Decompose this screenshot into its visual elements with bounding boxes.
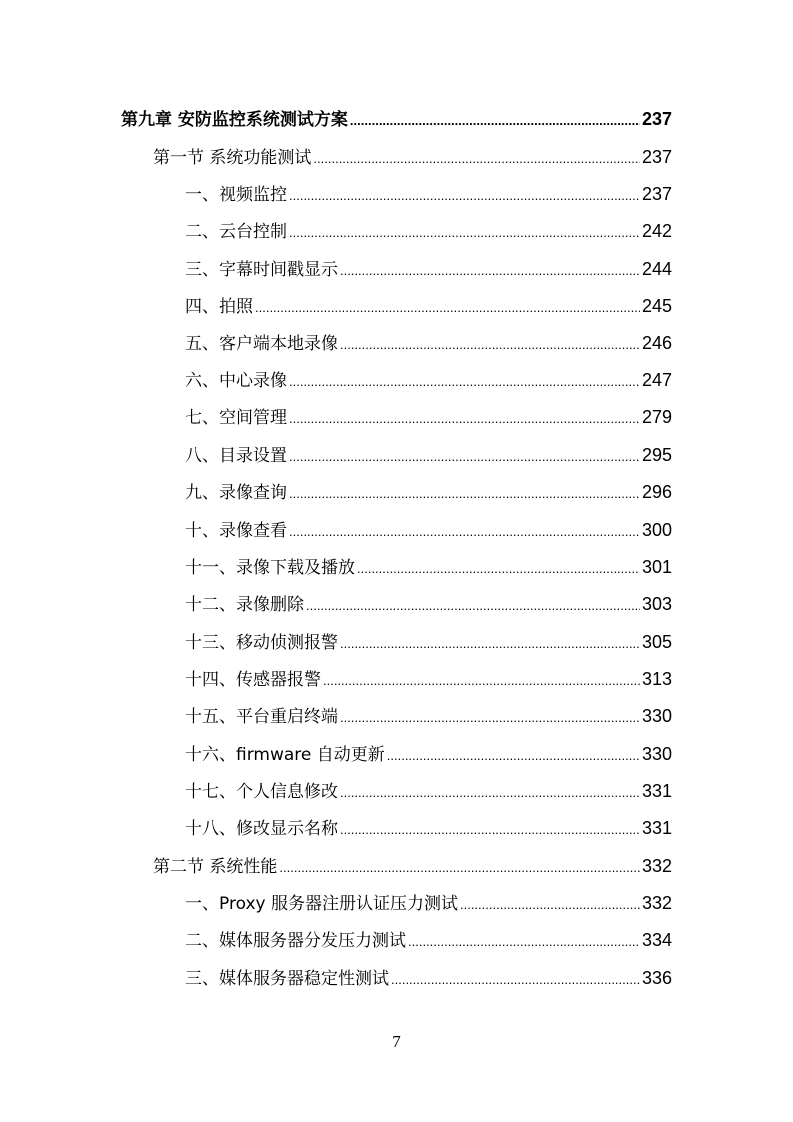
toc-entry-page: 295	[641, 445, 672, 465]
toc-entry-page: 303	[641, 594, 672, 614]
dot-leader	[340, 705, 640, 731]
toc-entry[interactable]	[185, 965, 672, 991]
dot-leader	[323, 668, 640, 694]
toc-entry-page: 332	[641, 893, 672, 913]
toc-entry[interactable]	[185, 629, 672, 655]
toc-entry-label: 十二、录像删除	[185, 595, 304, 615]
toc-entry-page: 244	[641, 259, 672, 279]
toc-entry-page: 245	[641, 296, 672, 316]
dot-leader	[340, 258, 640, 284]
toc-entry[interactable]	[185, 554, 672, 580]
dot-leader	[460, 892, 640, 918]
toc-entry-page: 331	[641, 818, 672, 838]
toc-entry-label: 十五、平台重启终端	[185, 707, 338, 727]
toc-entry-page: 242	[641, 221, 672, 241]
toc-entry-label: 一、Proxy 服务器注册认证压力测试	[185, 894, 458, 914]
toc-entry[interactable]	[185, 815, 672, 841]
toc-entry[interactable]	[185, 703, 672, 729]
toc-entry-page: 301	[641, 557, 672, 577]
toc-entry[interactable]	[185, 927, 672, 953]
toc-entry[interactable]	[185, 367, 672, 393]
toc-entry-page: 330	[641, 706, 672, 726]
toc-entry[interactable]	[185, 442, 672, 468]
toc-entry[interactable]	[185, 404, 672, 430]
toc-entry-page: 300	[641, 520, 672, 540]
dot-leader	[306, 593, 640, 619]
toc-entry[interactable]	[185, 591, 672, 617]
dot-leader	[255, 295, 640, 321]
toc-entry-page: 305	[641, 632, 672, 652]
toc-entry-label: 五、客户端本地录像	[185, 334, 338, 354]
toc-entry-label: 三、媒体服务器稳定性测试	[185, 969, 389, 989]
toc-entry[interactable]	[185, 330, 672, 356]
toc-entry-label: 三、字幕时间戳显示	[185, 260, 338, 280]
toc-entry-page: 246	[641, 333, 672, 353]
toc-entry-label: 二、媒体服务器分发压力测试	[185, 931, 406, 951]
toc-entry-label: 十七、个人信息修改	[185, 782, 338, 802]
toc-entry[interactable]	[185, 778, 672, 804]
toc-entry[interactable]	[185, 293, 672, 319]
toc-entry[interactable]	[153, 853, 672, 879]
toc-entry-page: 330	[641, 744, 672, 764]
dot-leader	[289, 183, 640, 209]
toc-entry-label: 二、云台控制	[185, 222, 287, 242]
toc-entry-label: 一、视频监控	[185, 185, 287, 205]
toc-entry-label: 第一节 系统功能测试	[153, 148, 312, 168]
toc-entry[interactable]	[153, 144, 672, 170]
toc-entry-page: 332	[641, 856, 672, 876]
toc-entry[interactable]	[121, 106, 672, 132]
dot-leader	[357, 556, 640, 582]
dot-leader	[289, 444, 640, 470]
toc-entry-label: 九、录像查询	[185, 483, 287, 503]
dot-leader	[279, 855, 640, 881]
dot-leader	[350, 108, 640, 134]
toc-entry-page: 336	[641, 968, 672, 988]
toc-entry-label: 第二节 系统性能	[153, 857, 278, 877]
dot-leader	[340, 817, 640, 843]
toc-entry-page: 334	[641, 930, 672, 950]
toc-entry-label: 十一、录像下载及播放	[185, 558, 355, 578]
dot-leader	[408, 929, 640, 955]
toc-entry-page: 237	[641, 184, 672, 204]
toc-entry[interactable]	[185, 890, 672, 916]
dot-leader	[289, 481, 640, 507]
toc-entry-page: 279	[641, 407, 672, 427]
toc-entry-label: 第九章 安防监控系统测试方案	[121, 110, 348, 130]
dot-leader	[289, 369, 640, 395]
toc-entry[interactable]	[185, 517, 672, 543]
toc-entry-label: 十、录像查看	[185, 521, 287, 541]
toc-entry[interactable]	[185, 479, 672, 505]
toc-entry-page: 247	[641, 370, 672, 390]
toc-entry[interactable]	[185, 741, 672, 767]
dot-leader	[289, 220, 640, 246]
toc-entry-label: 十三、移动侦测报警	[185, 633, 338, 653]
toc-entry-page: 296	[641, 482, 672, 502]
toc-entry-label: 十六、firmware 自动更新	[185, 745, 385, 765]
dot-leader	[340, 780, 640, 806]
toc-entry[interactable]	[185, 256, 672, 282]
toc-entry-page: 237	[641, 109, 672, 129]
dot-leader	[391, 967, 640, 993]
toc-entry-label: 七、空间管理	[185, 408, 287, 428]
toc-entry[interactable]	[185, 218, 672, 244]
dot-leader	[289, 519, 640, 545]
toc-entry-page: 237	[641, 147, 672, 167]
toc-entry-label: 八、目录设置	[185, 446, 287, 466]
page-number: 7	[392, 1032, 401, 1051]
toc-entry-label: 四、拍照	[185, 297, 253, 317]
toc-entry[interactable]	[185, 181, 672, 207]
toc-entry[interactable]	[185, 666, 672, 692]
dot-leader	[387, 743, 640, 769]
toc-entry-page: 331	[641, 781, 672, 801]
dot-leader	[340, 631, 640, 657]
dot-leader	[313, 146, 640, 172]
toc-entry-label: 六、中心录像	[185, 371, 287, 391]
dot-leader	[340, 332, 640, 358]
toc-entry-label: 十四、传感器报警	[185, 670, 321, 690]
dot-leader	[289, 406, 640, 432]
toc-entry-page: 313	[641, 669, 672, 689]
toc-entry-label: 十八、修改显示名称	[185, 819, 338, 839]
